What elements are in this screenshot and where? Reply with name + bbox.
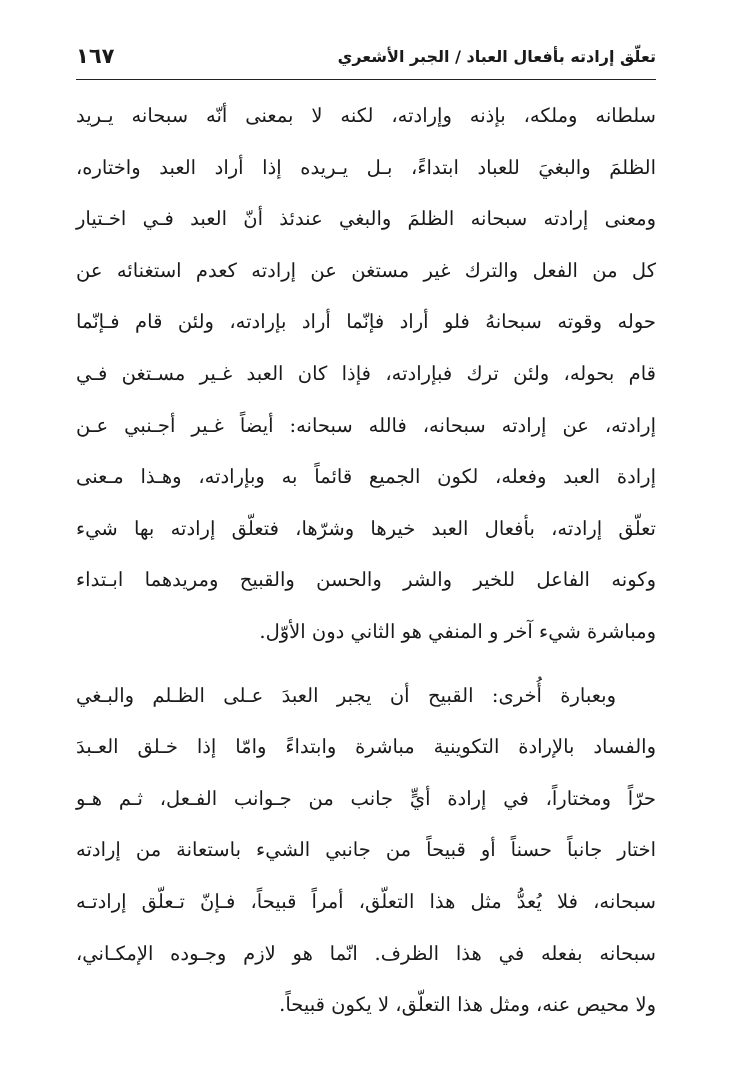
- text-line: ومباشرة شيء آخر و المنفي هو الثاني دون الأوّل.: [259, 619, 656, 643]
- text-line: سبحانه، فلا يُعدُّ مثل هذا التعلّق، أمراً قبيحاً، فـإنّ تـعلّق إرادتـه: [76, 889, 656, 913]
- text-line: إرادة العبد وفعله، لكون الجميع قائماً به وبإرادته، وهـذا مـعنى: [76, 465, 656, 489]
- header-divider: [76, 79, 656, 80]
- running-title: تعلّق إرادته بأفعال العباد / الجبر الأشعري: [337, 46, 656, 66]
- text-line: وبعبارة أُخرى: القبيح أن يجبر العبدَ عـلى الظـلم والبـغي: [76, 683, 616, 707]
- text-line: حوله وقوته سبحانهُ فلو أراد فإنّما أراد بإرادته، ولئن قام فـإنّما: [76, 310, 656, 334]
- text-line: قام بحوله، ولئن ترك فبإرادته، فإذا كان العبد غـير مسـتغن فـي: [76, 361, 656, 385]
- text-line: حرّاً ومختاراً، في إرادة أيٍّ جانب من جـوانب الفـعل، ثـم هـو: [76, 786, 656, 810]
- text-line: الظلمَ والبغيَ للعباد ابتداءً، بـل يـريده إذا أراد العبد واختاره،: [76, 155, 656, 179]
- text-line: كل من الفعل والترك غير مستغن عن إرادته كعدم استغنائه عن: [76, 258, 656, 282]
- text-line: وكونه الفاعل للخير والشر والحسن والقبيح ومريدهما ابـتداء: [76, 568, 656, 592]
- text-line: ومعنى إرادته سبحانه الظلمَ والبغي عندئذ أنّ العبد فـي اخـتيار: [76, 207, 656, 231]
- text-line: إرادته، عن إرادته سبحانه، فالله سبحانه: أيضاً غـير أجـنبي عـن: [76, 413, 656, 437]
- page-header: [76, 36, 656, 76]
- paragraph-1: [76, 90, 656, 658]
- text-line: تعلّق إرادته، بأفعال العبد خيرها وشرّها، فتعلّق إرادته بها شيء: [76, 516, 656, 540]
- page-number: ١٦٧: [76, 44, 115, 68]
- text-line: سبحانه بفعله في هذا الظرف. انّما هو لازم وجـوده الإمكـاني،: [76, 941, 656, 965]
- body-text: [76, 90, 656, 1031]
- text-line: سلطانه وملكه، بإذنه وإرادته، لكنه لا بمعنى أنّه سبحانه يـريد: [76, 104, 656, 127]
- paragraph-2: [76, 670, 656, 1031]
- text-line: اختار جانباً حسناً أو قبيحاً من جانبي الشيء باستعانة من إرادته: [76, 838, 656, 862]
- text-line: والفساد بالإرادة التكوينية مباشرة وابتداءً وامّا إذا خـلق العـبدَ: [76, 735, 656, 759]
- text-line: ولا محيص عنه، ومثل هذا التعلّق، لا يكون قبيحاً.: [279, 993, 656, 1017]
